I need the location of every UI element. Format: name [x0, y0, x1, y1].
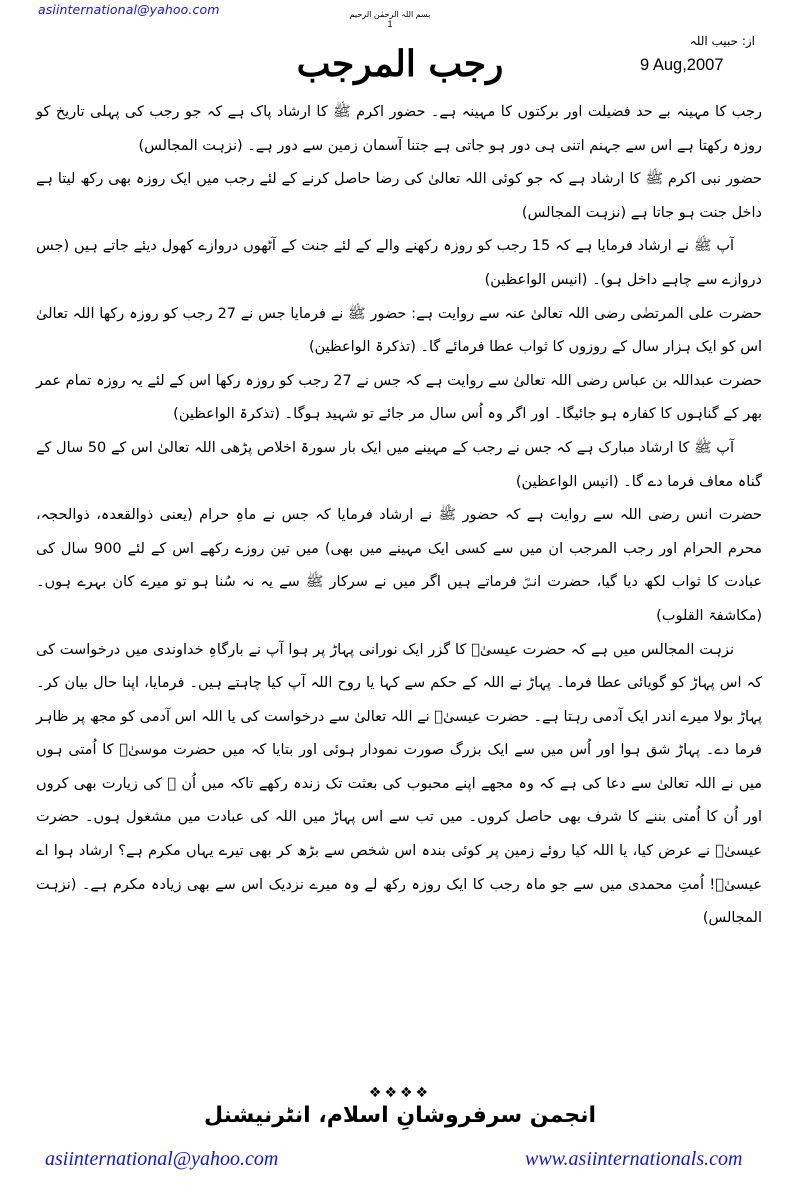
author-line: از: حبیب اللہ: [689, 34, 755, 48]
organization-name: انجمن سرفروشانِ اسلام، انٹرنیشنل: [203, 1103, 596, 1128]
paragraph: آپ ﷺ کا ارشاد مبارک ہے کہ جس نے رجب کے مہینے میں ایک بار سورۃ اخلاص پڑھی اللہ تعالیٰ اس کے 50 سال کے گناہ معاف فرما دے گا۔ (انیس الواعظین): [36, 439, 762, 490]
star-ornament-icon: ❖❖❖❖: [368, 1085, 432, 1101]
article-body: [36, 96, 762, 936]
paragraph: حضرت انس رضی اللہ سے روایت ہے کہ حضور ﷺ نے ارشاد فرمایا کہ جس نے ماہِ حرام (یعنی ذوالقعدہ، ذوالحجہ، محرم الحرام اور رجب المرجب ان میں سے کسی ایک مہینے میں بھی) میں تین روزے رکھے اس کے لئے 900 سال کی عبادت کا ثواب لکھ دیا گیا، حضرت انسؓ فرماتے ہیں اگر میں نے سرکار ﷺ سے یہ نہ سُنا ہو تو میرے کان بہرے ہوں۔ (مکاشفۃ القلوب): [36, 507, 762, 624]
paragraph: حضور نبی اکرم ﷺ کا ارشاد ہے کہ جو کوئی اللہ تعالیٰ کی رضا حاصل کرنے کے لئے رجب میں ایک روزہ بھی رکھ لیتا ہے داخل جنت ہو جاتا ہے (نزہت المجالس): [36, 171, 762, 221]
paragraph: حضرت علی المرتضٰی رضی اللہ تعالیٰ عنہ سے روایت ہے: حضور ﷺ نے فرمایا جس نے 27 رجب کو روزہ رکھا اللہ تعالیٰ اس کو ایک ہزار سال کے روزوں کا ثواب عطا فرمائے گا۔ (تذکرۃ الواعظین): [36, 305, 763, 356]
paragraph: آپ ﷺ نے ارشاد فرمایا ہے کہ 15 رجب کو روزہ رکھنے والے کے لئے جنت کے آٹھوں دروازے کھول دیئے جاتے ہیں (جس دروازے سے چاہے داخل ہو)۔ (انیس الواعظین): [36, 238, 762, 288]
bismillah-heading: بسم اللہ الرحمٰن الرحیم: [349, 10, 431, 19]
header-email-link[interactable]: asiinternational@yahoo.com: [38, 2, 220, 17]
paragraph: رجب کا مہینہ بے حد فضیلت اور برکتوں کا مہینہ ہے۔ حضور اکرم ﷺ کا ارشاد پاک ہے کہ جو رجب کی پہلی تاریخ کو روزہ رکھتا ہے اس سے جہنم اتنی ہی دور ہو جاتی ہے جتنا آسمان زمین سے دور ہے۔ (نزہت المجالس): [36, 104, 762, 154]
footer-website-link[interactable]: www.asiinternationals.com: [525, 1148, 743, 1170]
document-date: 9 Aug,2007: [640, 56, 724, 74]
paragraph: نزہت المجالس میں ہے کہ حضرت عیسیٰؑ کا گزر ایک نورانی پہاڑ پر ہوا آپ نے بارگاہِ خداوندی میں درخواست کی کہ اس پہاڑ کو گویائی عطا فرما۔ پہاڑ نے اللہ کے حکم سے کہا یا روح اللہ آپ کیا چاہتے ہیں۔ فرمایا، اپنا حال بیان کر۔ پہاڑ بولا میرے اندر ایک آدمی رہتا ہے۔ حضرت عیسیٰؑ نے اللہ تعالیٰ سے درخواست کی یا اللہ اس آدمی کو مجھ پر ظاہر فرما دے۔ پہاڑ شق ہوا اور اُس میں سے ایک بزرگ صورت نمودار ہوئی اور بتایا کہ میں حضرت موسیٰؑ کا اُمتی ہوں میں نے اللہ تعالیٰ سے دعا کی ہے کہ وہ مجھے اپنے محبوب کی بعثت تک زندہ رکھے تاکہ میں اُن ﷺ کی زیارت بھی کروں اور اُن کا اُمتی بننے کا شرف بھی حاصل کروں۔ میں تب سے اس پہاڑ میں اللہ کی عبادت میں مشغول ہوں۔ حضرت عیسیٰؑ نے عرض کیا، یا اللہ کیا روئے زمین پر کوئی بندہ اس شخص سے بڑھ کر بھی تیرے یہاں مکرم ہے؟ ارشاد ہوا اے عیسیٰؑ! اُمتِ محمدی میں سے جو ماہ رجب کا ایک روزہ رکھ لے وہ میرے نزدیک اس سے بھی زیادہ مکرم ہے۔ (نزہت المجالس): [36, 641, 762, 927]
document-title: رجب المرجب: [296, 43, 504, 85]
paragraph: حضرت عبداللہ بن عباس رضی اللہ تعالیٰ سے روایت ہے کہ جس نے 27 رجب کو روزہ رکھا اس کے لئے یہ روزہ تمام عمر بھر کے گناہوں کا کفارہ ہو جائیگا۔ اور اگر وہ اُس سال مر جائے تو شہید ہوگا۔ (تذکرۃ الواعظین): [36, 372, 762, 423]
page-number: 1: [387, 19, 393, 29]
footer-email-link[interactable]: asiinternational@yahoo.com: [45, 1148, 279, 1170]
